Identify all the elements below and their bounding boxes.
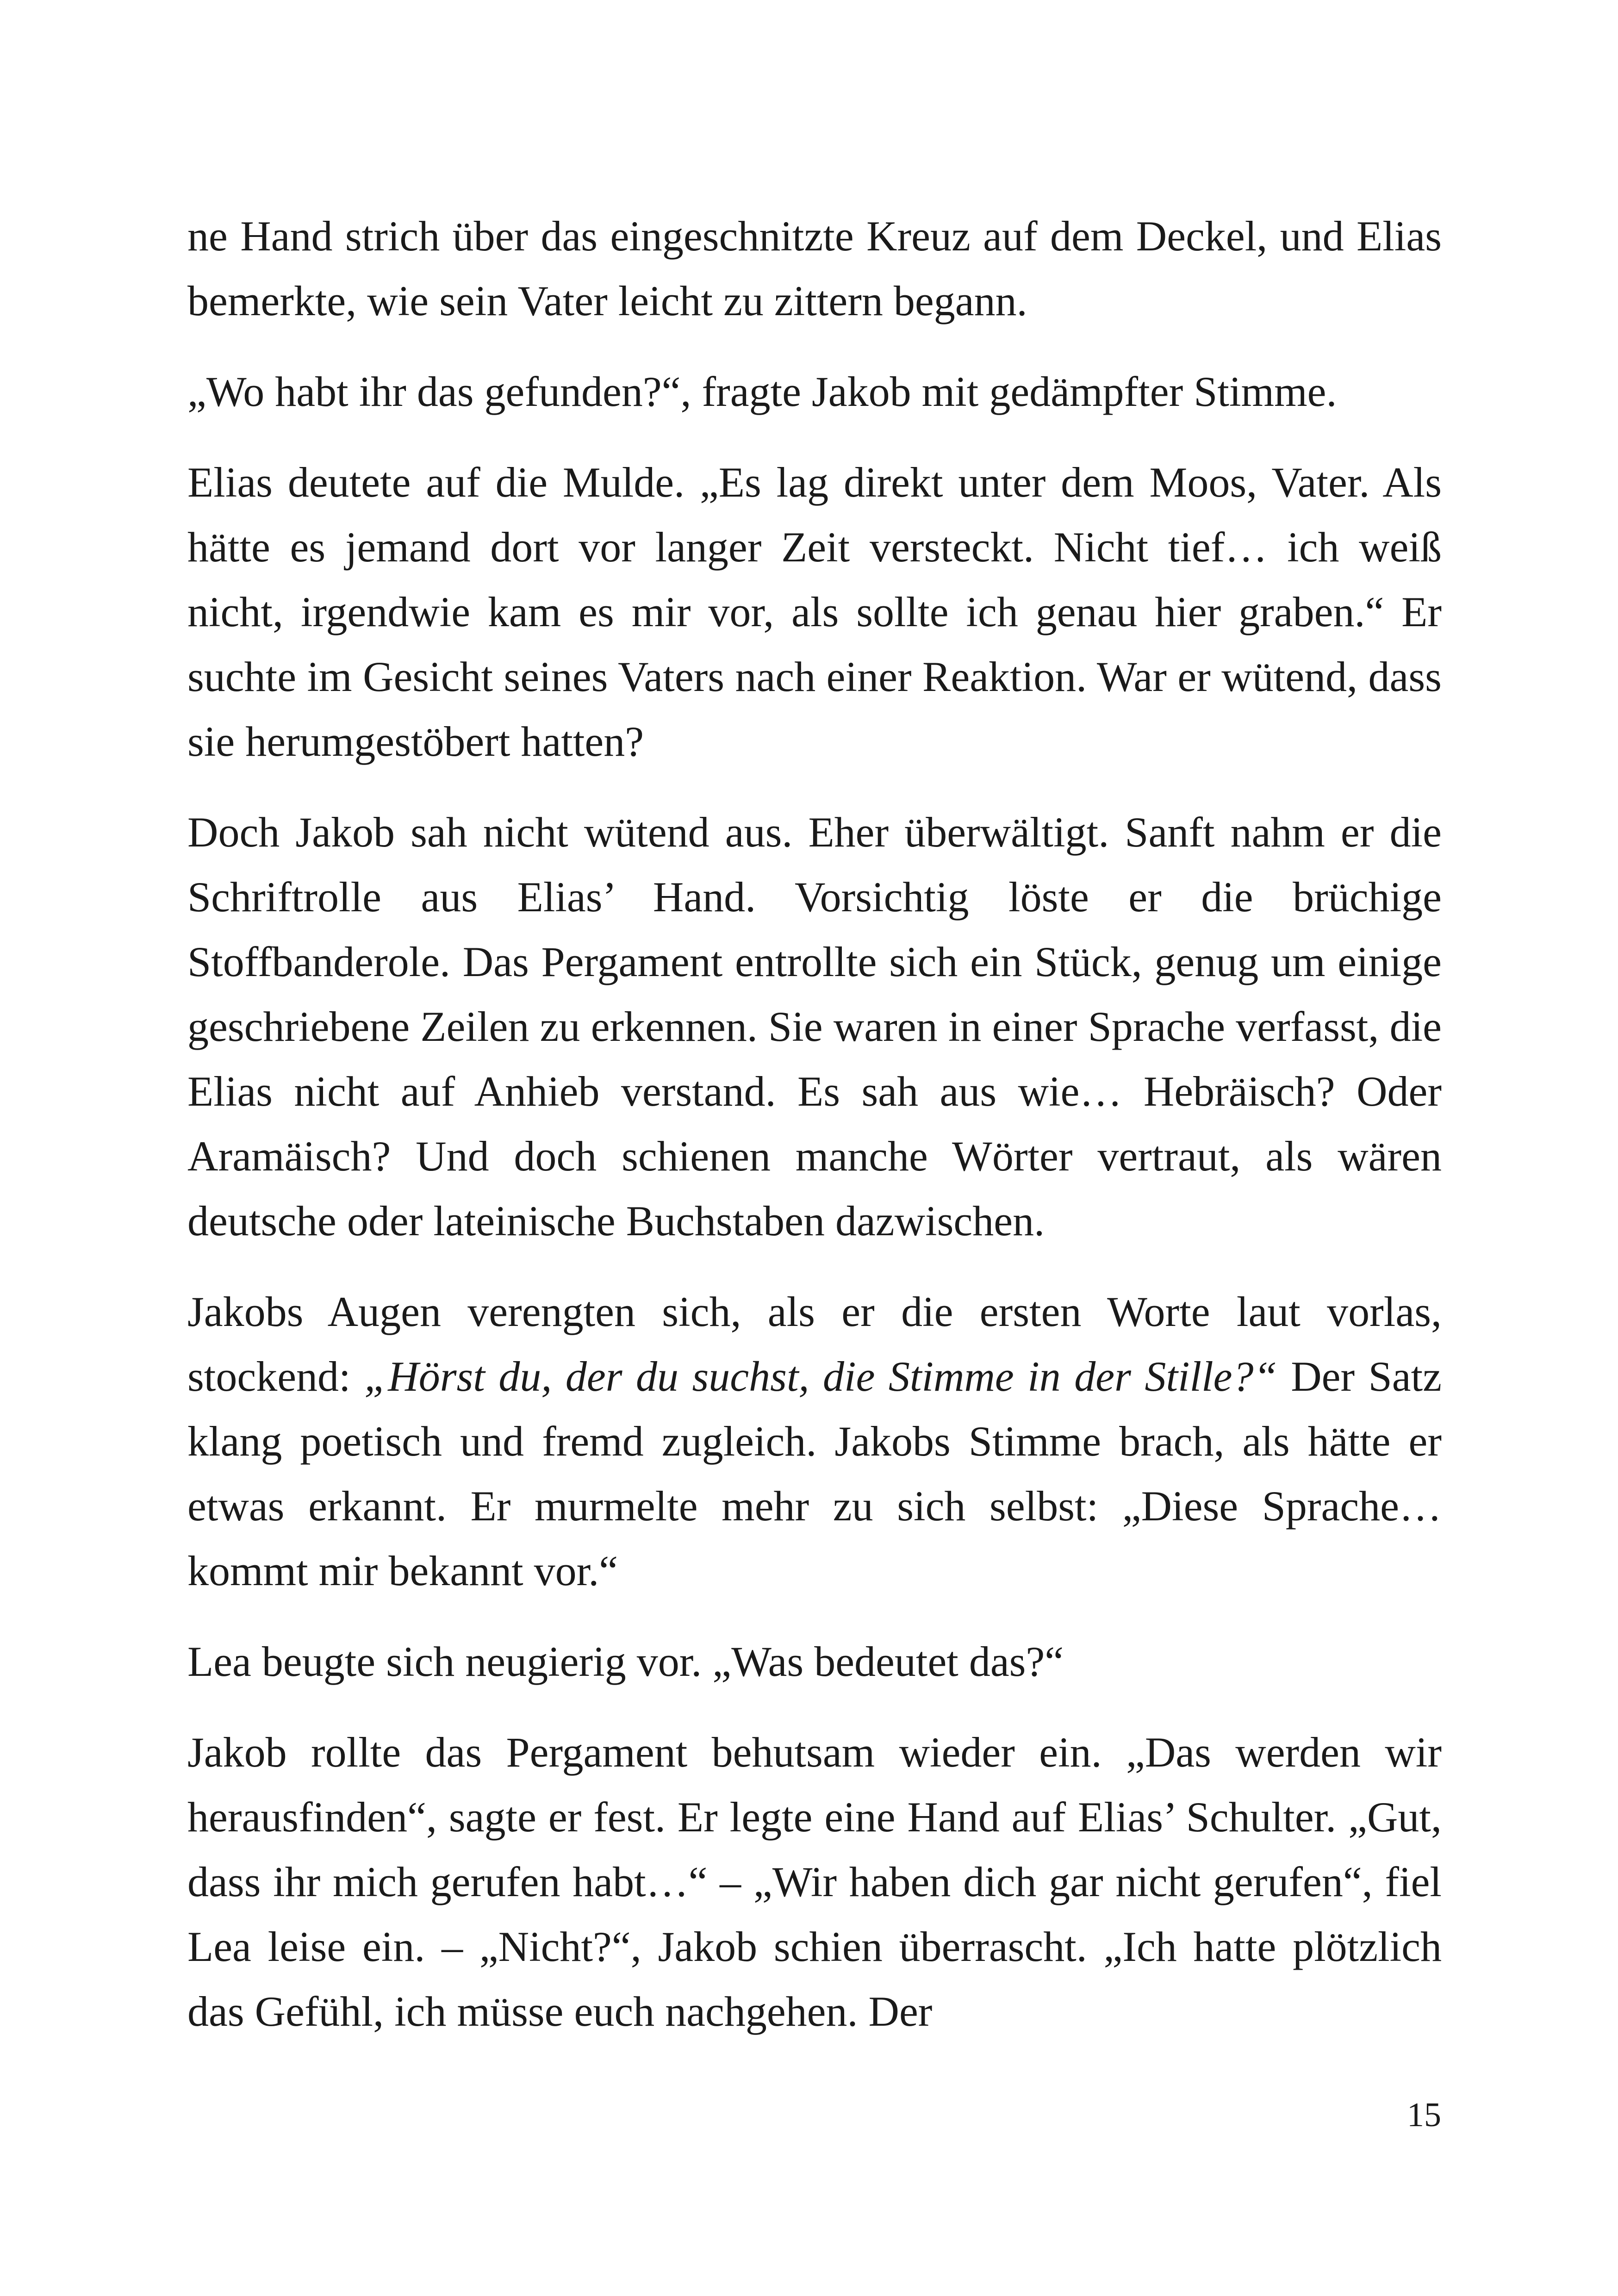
body-text [187,204,1442,2070]
paragraph-1: ne Hand strich über das eingeschnitzte Kreuz auf dem Deckel, und Elias bemerkte, wie sein Vater leicht zu zittern begann. [187,212,1442,324]
paragraph-3: Elias deutete auf die Mulde. „Es lag direkt unter dem Moos, Vater. Als hätte es jemand dort vor langer Zeit versteckt. Nicht tief… ich weiß nicht, irgendwie kam es mir vor, als sollte ich genau hier graben.“ Er suchte im Gesicht seines Vaters nach einer Reaktion. War er wütend, dass sie herumgestöbert hatten? [187,459,1442,765]
italic-quote: „Hörst du, der du suchst, die Stimme in der Stille?“ [364,1353,1277,1400]
paragraph-4: Doch Jakob sah nicht wütend aus. Eher überwältigt. Sanft nahm er die Schriftrolle aus Elias’ Hand. Vorsichtig löste er die brüchige Stoffbanderole. Das Pergament entrollte sich ein Stück, genug um einige geschriebene Zeilen zu erkennen. Sie waren in einer Sprache verfasst, die Elias nicht auf Anhieb verstand. Es sah aus wie… Hebräisch? Oder Aramäisch? Und doch schienen manche Wörter vertraut, als wären deutsche oder lateinische Buchstaben dazwischen. [187,809,1442,1244]
paragraph-5-lead: Jakobs Augen verengten sich, als er die ersten Worte laut vorlas, stockend: [187,1288,1442,1400]
paragraph-7: Jakob rollte das Pergament behutsam wieder ein. „Das werden wir herausfinden“, sagte er fest. Er legte eine Hand auf Elias’ Schulter. „Gut, dass ihr mich gerufen habt…“ – „Wir haben dich gar nicht gerufen“, fiel Lea leise ein. – „Nicht?“, Jakob schien überrascht. „Ich hatte plötzlich das Gefühl, ich müsse euch nachgehen. Der [187,1729,1442,2035]
paragraph-5-tail: Der Satz klang poetisch und fremd zugleich. Jakobs Stimme brach, als hätte er etwas erkannt. Er murmelte mehr zu sich selbst: „Diese Sprache… kommt mir bekannt vor.“ [187,1353,1442,1594]
paragraph-6: Lea beugte sich neugierig vor. „Was bedeutet das?“ [187,1638,1064,1685]
page-number: 15 [1407,2096,1441,2134]
paragraph-2: „Wo habt ihr das gefunden?“, fragte Jakob mit gedämpfter Stimme. [187,368,1337,415]
paragraph-5 [187,1279,1442,1603]
